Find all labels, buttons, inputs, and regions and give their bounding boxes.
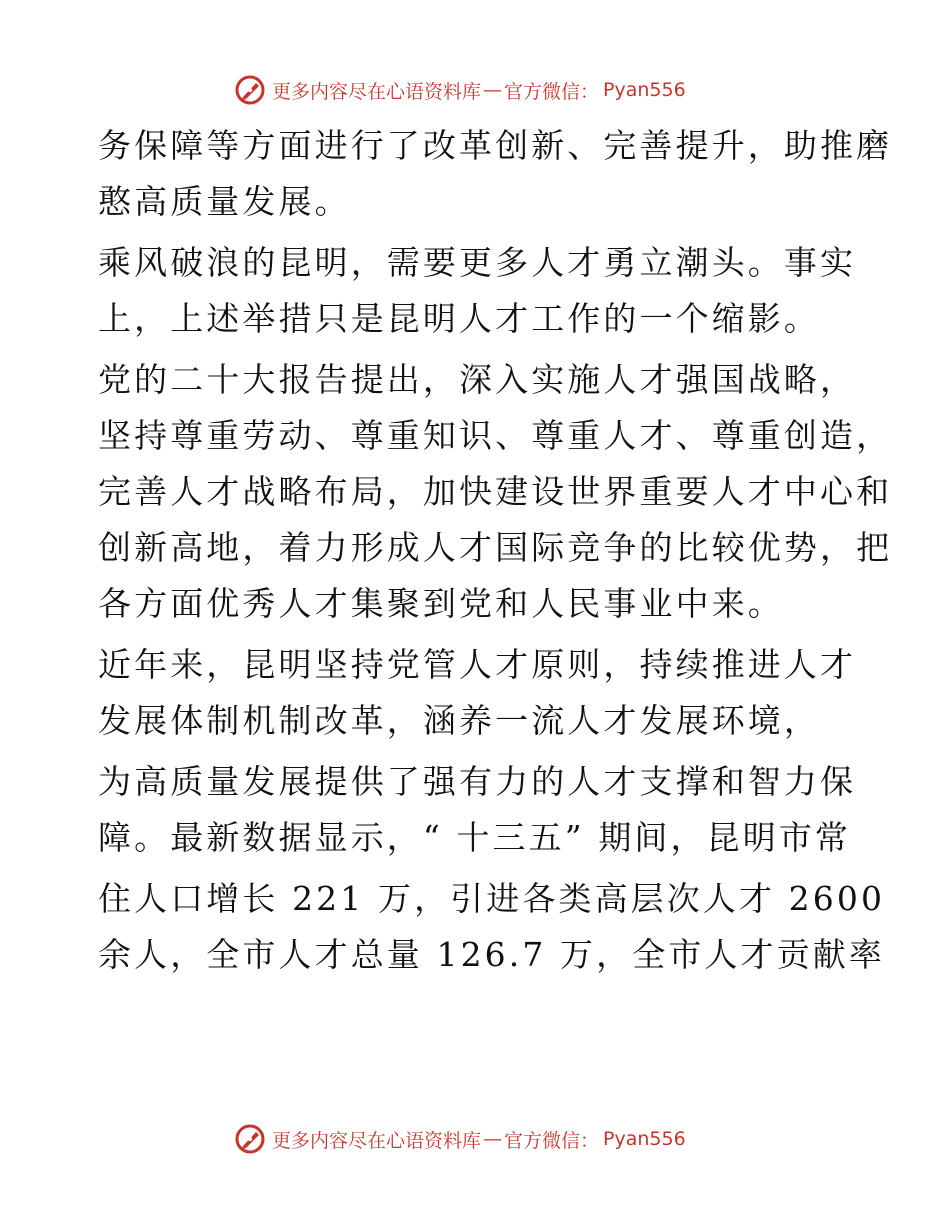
text-line: 为高质量发展提供了强有力的人才支撑和智力保 bbox=[98, 762, 857, 801]
paragraph bbox=[98, 352, 893, 632]
watermark-separator: — bbox=[483, 79, 503, 101]
watermark-label: 官方微信： bbox=[504, 80, 600, 103]
text-line: 各方面优秀人才集聚到党和人民事业中来。 bbox=[98, 584, 784, 623]
text-line: 余人，全市人才总量 126.7 万，全市人才贡献率 bbox=[98, 935, 885, 974]
pen-logo-icon bbox=[234, 1123, 266, 1155]
text-line: 发展体制机制改革，涵养一流人才发展环境， bbox=[98, 701, 820, 740]
watermark-text: 更多内容尽在心语资料库 bbox=[272, 1129, 482, 1152]
text-line: 乘风破浪的昆明，需要更多人才勇立潮头。事实 bbox=[98, 243, 857, 282]
watermark-label: 官方微信： bbox=[504, 1129, 600, 1152]
text-line: 完善人才战略布局，加快建设世界重要人才中心和 bbox=[98, 472, 893, 511]
text-line: 近年来，昆明坚持党管人才原则，持续推进人才 bbox=[98, 645, 857, 684]
header-watermark bbox=[234, 72, 686, 108]
watermark-id: Pyan556 bbox=[603, 1128, 686, 1150]
paragraph bbox=[98, 118, 893, 230]
text-line: 障。最新数据显示，“ 十三五” 期间，昆明市常 bbox=[98, 818, 852, 857]
watermark-text: 更多内容尽在心语资料库 bbox=[272, 80, 482, 103]
text-line: 上，上述举措只是昆明人才工作的一个缩影。 bbox=[98, 299, 820, 338]
paragraph bbox=[98, 235, 858, 347]
paragraph bbox=[98, 871, 886, 983]
footer-watermark bbox=[234, 1121, 686, 1157]
text-line: 住人口增长 221 万，引进各类高层次人才 2600 bbox=[98, 879, 886, 918]
text-line: 创新高地，着力形成人才国际竞争的比较优势，把 bbox=[98, 528, 893, 567]
text-line: 憨高质量发展。 bbox=[98, 182, 351, 221]
text-line: 务保障等方面进行了改革创新、完善提升，助推磨 bbox=[98, 126, 893, 165]
pen-logo-icon bbox=[234, 74, 266, 106]
watermark-id: Pyan556 bbox=[603, 79, 686, 101]
body-text bbox=[98, 118, 893, 988]
paragraph bbox=[98, 637, 858, 749]
paragraph bbox=[98, 754, 858, 866]
watermark-separator: — bbox=[483, 1128, 503, 1150]
text-line: 坚持尊重劳动、尊重知识、尊重人才、尊重创造， bbox=[98, 416, 893, 455]
text-line: 党的二十大报告提出，深入实施人才强国战略， bbox=[98, 360, 857, 399]
